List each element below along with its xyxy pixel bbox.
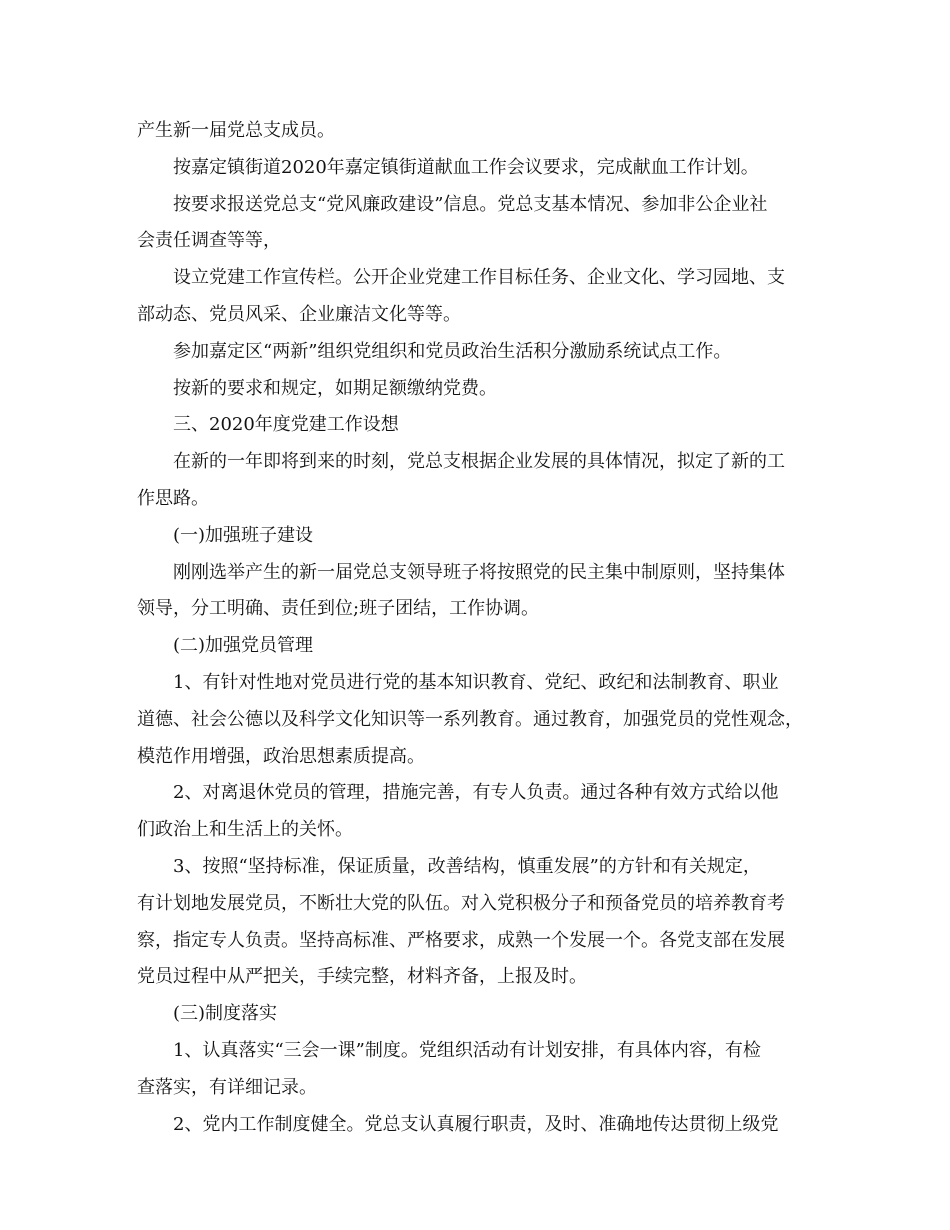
text-line: (二)加强党员管理: [173, 635, 314, 657]
paragraph: [137, 150, 827, 187]
text-line: 按嘉定镇街道2020年嘉定镇街道献血工作会议要求，完成献血工作计划。: [173, 156, 759, 178]
paragraph: [137, 1107, 827, 1144]
paragraph: [137, 407, 827, 444]
text-line: 1、认真落实“三会一课”制度。党组织活动有计划安排，有具体内容，有检: [173, 1039, 761, 1061]
text-line: 3、按照“坚持标准，保证质量，改善结构，慎重发展”的方针和有关规定，: [173, 855, 761, 877]
text-line: 会责任调查等等，: [137, 230, 281, 252]
text-line: (一)加强班子建设: [173, 524, 314, 546]
text-line: 们政治上和生活上的关怀。: [137, 819, 353, 841]
paragraph: [137, 444, 827, 518]
text-line: 道德、社会公德以及科学文化知识等一系列教育。通过教育，加强党员的党性观念，: [137, 708, 803, 730]
text-line: 1、有针对性地对党员进行党的基本知识教育、党纪、政纪和法制教育、职业: [173, 671, 779, 693]
text-line: 产生新一届党总支成员。: [137, 120, 335, 141]
text-line: 察，指定专人负责。坚持高标准、严格要求，成熟一个发展一个。各党支部在发展: [137, 929, 785, 951]
text-line: 按新的要求和规定，如期足额缴纳党费。: [173, 377, 497, 399]
text-line: 模范作用增强，政治思想素质提高。: [137, 745, 425, 767]
text-line: 部动态、党员风采、企业廉洁文化等等。: [137, 303, 461, 325]
text-line: 党员过程中从严把关，手续完整，材料齐备，上报及时。: [137, 966, 587, 988]
text-line: 领导，分工明确、责任到位;班子团结，工作协调。: [137, 598, 540, 620]
text-line: 2、党内工作制度健全。党总支认真履行职责，及时、准确地传达贯彻上级党: [173, 1113, 779, 1135]
text-line: 按要求报送党总支“党风廉政建设”信息。党总支基本情况、参加非公企业社: [173, 193, 768, 215]
text-line: 作思路。: [137, 487, 209, 509]
paragraph: [137, 1033, 827, 1107]
text-line: 设立党建工作宣传栏。公开企业党建工作目标任务、企业文化、学习园地、支: [173, 267, 785, 289]
paragraph: [137, 187, 827, 261]
paragraph: [137, 775, 827, 849]
paragraph: [137, 555, 827, 629]
document-body: [137, 113, 827, 1143]
paragraph: [137, 334, 827, 371]
paragraph: [137, 518, 827, 555]
paragraph: [137, 371, 827, 408]
text-line: 刚刚选举产生的新一届党总支领导班子将按照党的民主集中制原则，坚持集体: [173, 561, 785, 583]
text-line: 三、2020年度党建工作设想: [173, 414, 399, 436]
paragraph: [137, 665, 827, 775]
paragraph: [137, 628, 827, 665]
text-line: 参加嘉定区“两新”组织党组织和党员政治生活积分激励系统试点工作。: [173, 340, 732, 362]
text-line: 2、对离退休党员的管理，措施完善，有专人负责。通过各种有效方式给以他: [173, 782, 779, 804]
paragraph: [137, 260, 827, 334]
paragraph: [137, 849, 827, 996]
text-line: 在新的一年即将到来的时刻，党总支根据企业发展的具体情况，拟定了新的工: [173, 451, 785, 473]
paragraph: [137, 996, 827, 1033]
paragraph: [137, 113, 827, 150]
text-line: (三)制度落实: [173, 1003, 278, 1025]
text-line: 查落实，有详细记录。: [137, 1076, 317, 1098]
text-line: 有计划地发展党员，不断壮大党的队伍。对入党积极分子和预备党员的培养教育考: [137, 892, 785, 914]
